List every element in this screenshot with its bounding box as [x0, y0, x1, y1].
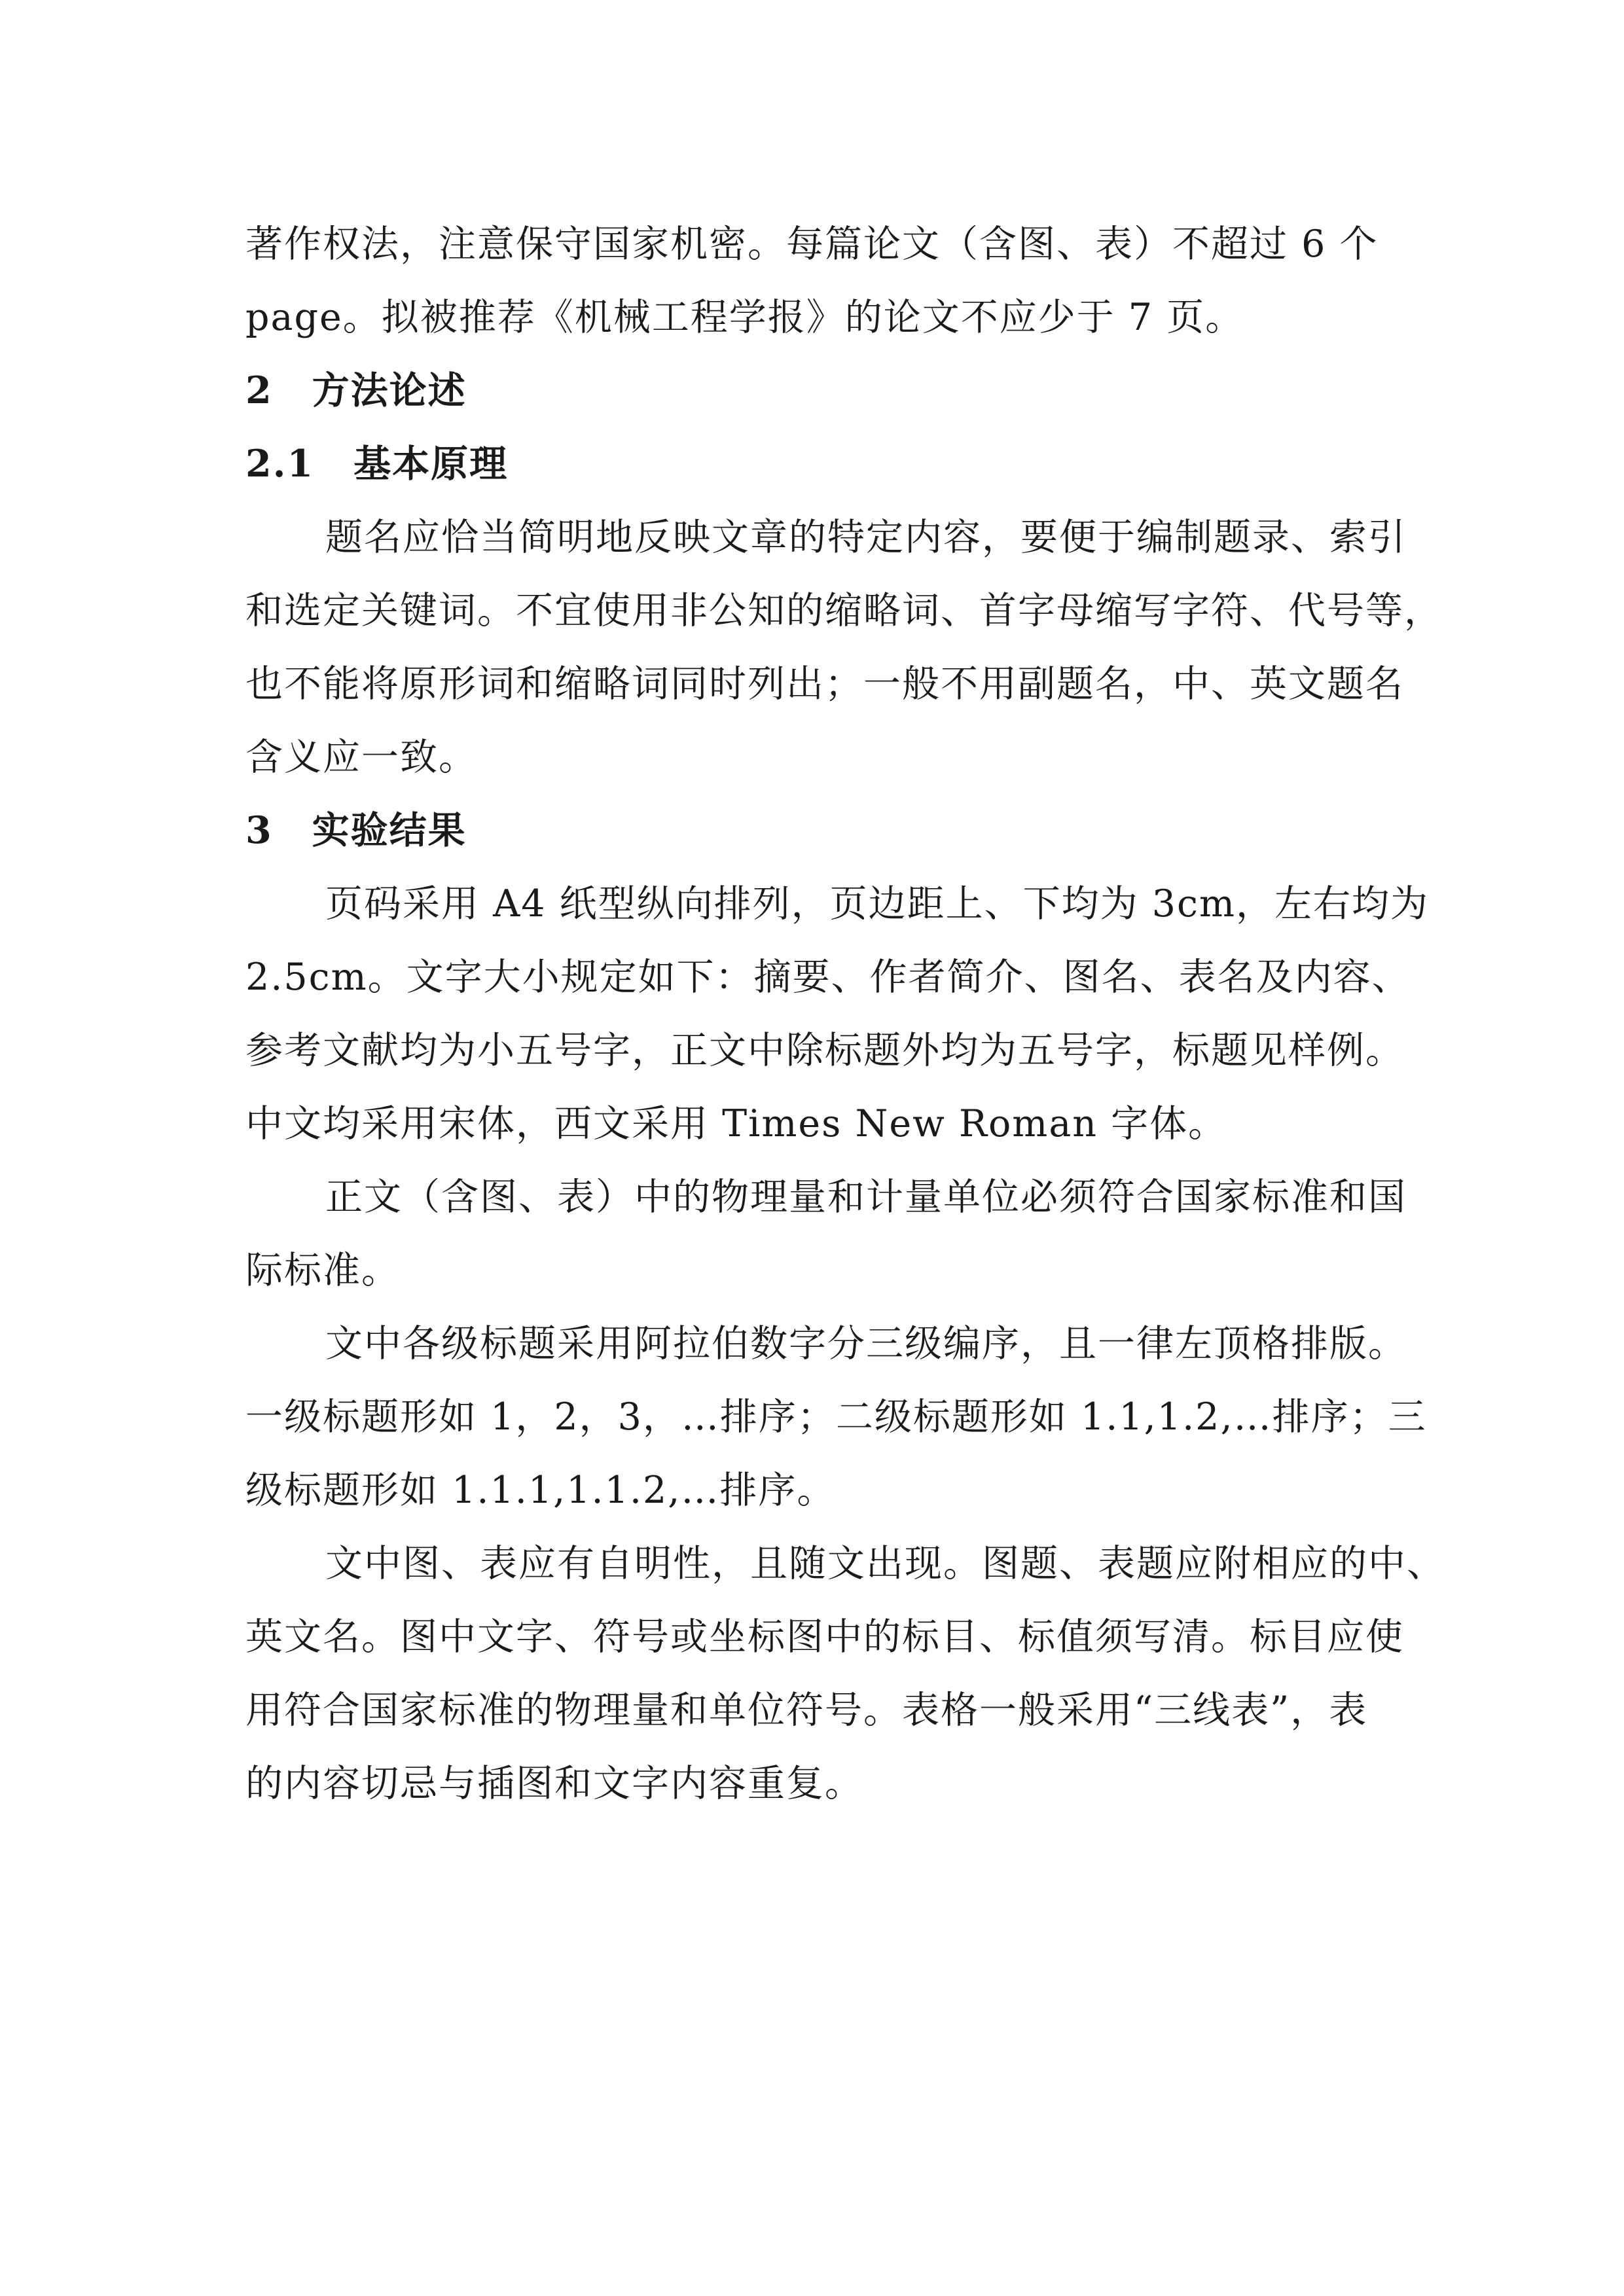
body-line: 一级标题形如 1，2，3，…排序；二级标题形如 1.1,1.2,…排序；三	[245, 1395, 1427, 1439]
body-line: 的内容切忌与插图和文字内容重复。	[245, 1762, 863, 1805]
subsection-number: 2.1	[245, 442, 315, 486]
body-line: 文中各级标题采用阿拉伯数字分三级编序，且一律左顶格排版。	[325, 1322, 1407, 1365]
section-title: 实验结果	[312, 808, 467, 852]
body-line: 和选定关键词。不宜使用非公知的缩略词、首字母缩写字符、代号等，	[245, 589, 1443, 632]
body-line: 题名应恰当简明地反映文章的特定内容，要便于编制题录、索引	[325, 516, 1407, 559]
section-title: 方法论述	[312, 368, 467, 412]
body-line: 也不能将原形词和缩略词同时列出；一般不用副题名，中、英文题名	[245, 662, 1404, 706]
body-line: 页码采用 A4 纸型纵向排列，页边距上、下均为 3cm，左右均为	[325, 882, 1430, 925]
section-heading-3	[245, 804, 1398, 857]
body-line: 著作权法，注意保守国家机密。每篇论文（含图、表）不超过 6 个	[245, 223, 1379, 266]
body-line: page。拟被推荐《机械工程学报》的论文不应少于 7 页。	[245, 296, 1244, 339]
body-line: 用符合国家标准的物理量和单位符号。表格一般采用“三线表”，表	[245, 1689, 1368, 1732]
section-number: 2	[245, 368, 273, 412]
body-line: 含义应一致。	[245, 736, 477, 779]
body-line: 文中图、表应有自明性，且随文出现。图题、表题应附相应的中、	[325, 1542, 1445, 1585]
body-line: 中文均采用宋体，西文采用 Times New Roman 字体。	[245, 1102, 1227, 1145]
body-line: 级标题形如 1.1.1,1.1.2,…排序。	[245, 1469, 836, 1512]
subsection-heading-2-1	[245, 438, 1398, 490]
section-number: 3	[245, 808, 273, 852]
section-heading-2	[245, 365, 1398, 417]
body-line: 际标准。	[245, 1249, 400, 1292]
body-line: 英文名。图中文字、符号或坐标图中的标目、标值须写清。标目应使	[245, 1615, 1404, 1659]
body-line: 正文（含图、表）中的物理量和计量单位必须符合国家标准和国	[325, 1175, 1407, 1219]
subsection-title: 基本原理	[353, 442, 509, 486]
body-line: 2.5cm。文字大小规定如下：摘要、作者简介、图名、表名及内容、	[245, 956, 1411, 999]
body-line: 参考文献均为小五号字，正文中除标题外均为五号字，标题见样例。	[245, 1029, 1404, 1072]
